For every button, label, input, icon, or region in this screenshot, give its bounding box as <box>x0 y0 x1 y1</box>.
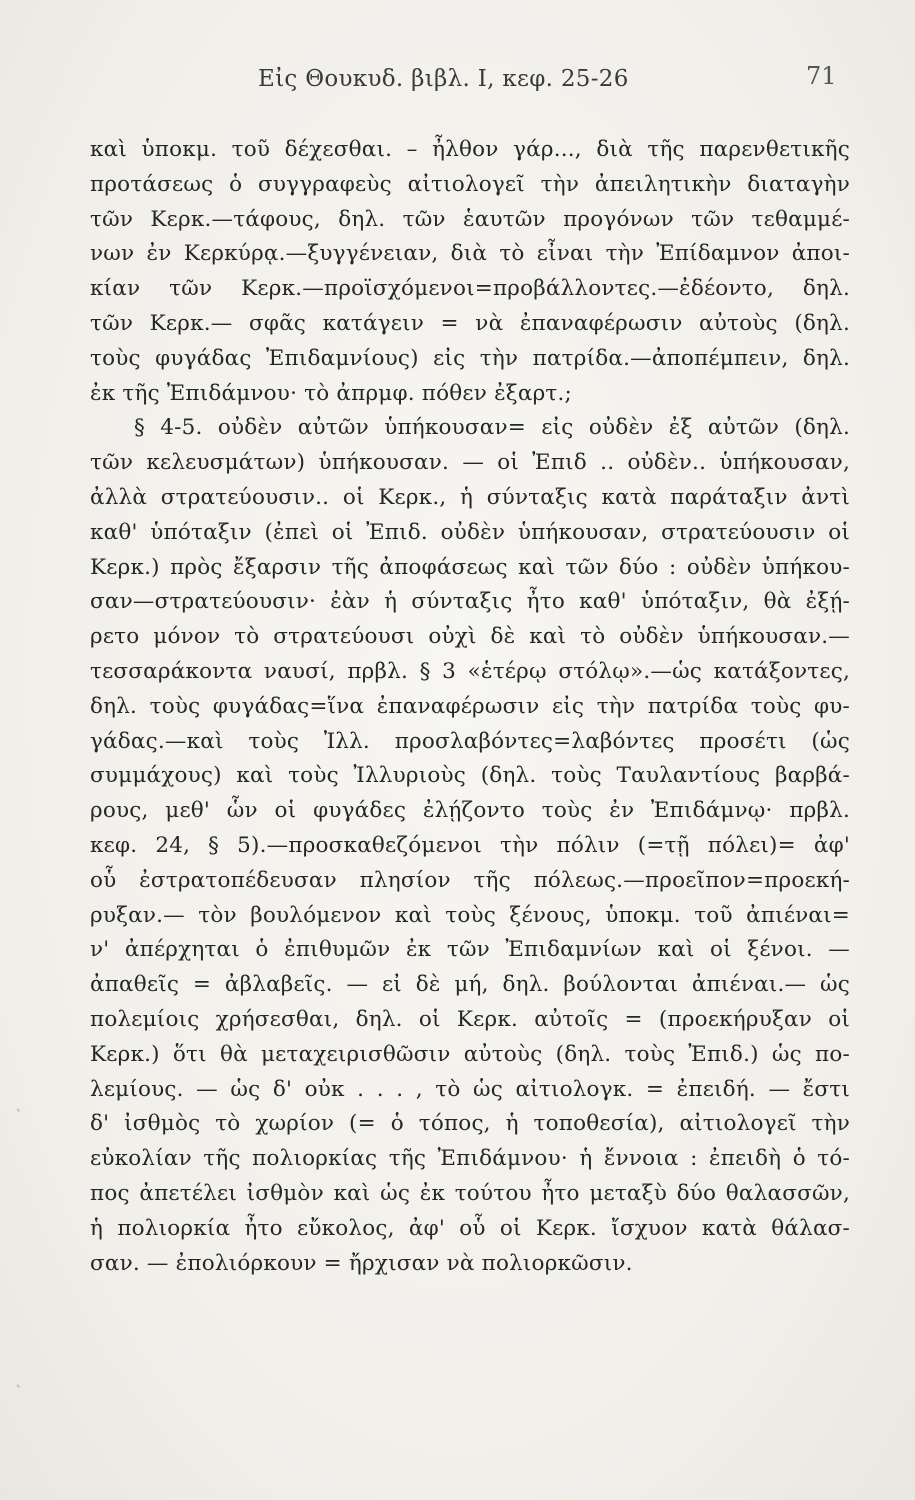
text-line: καὶ ὑποκμ. τοῦ δέχεσθαι. – ἦλθον γάρ..., διὰ τῆς παρενθετικῆς <box>90 137 850 162</box>
text-line: προτάσεως ὁ συγγραφεὺς αἰτιολογεῖ τὴν ἀπειλητικὴν διαταγὴν <box>90 171 850 197</box>
text-line: λεμίους. — ὡς δ' οὐκ . . . , τὸ ὡς αἰτιολογκ. = ἐπειδή. — ἔστι <box>90 1076 850 1102</box>
text-line: ρυξαν.— τὸν βουλόμενον καὶ τοὺς ξένους, ὑποκμ. τοῦ ἀπιέναι= <box>90 902 850 928</box>
text-line: καθ' ὑπόταξιν (ἐπεὶ οἱ Ἐπιδ. οὐδὲν ὑπήκουσαν, στρατεύουσιν οἱ <box>90 519 850 545</box>
text-line: τῶν Κερκ.—τάφους, δηλ. τῶν ἑαυτῶν προγόνων τῶν τεθαμμέ- <box>90 206 850 232</box>
commentary-text <box>90 133 850 1281</box>
page-number: 71 <box>806 62 837 90</box>
text-line: τοὺς φυγάδας Ἐπιδαμνίους) εἰς τὴν πατρίδα.—ἀποπέμπειν, δηλ. <box>90 345 850 371</box>
text-line: ἀλλὰ στρατεύουσιν.. οἱ Κερκ., ἡ σύνταξις κατὰ παράταξιν ἀντὶ <box>90 484 850 510</box>
running-head: Εἰς Θουκυδ. βιβλ. I, κεφ. 25-26 <box>258 66 629 92</box>
text-line: σαν. — ἐπολιόρκουν = ἤρχισαν νὰ πολιορκῶσιν. <box>90 1250 633 1276</box>
margin-speck: ˛ <box>14 1092 23 1113</box>
text-line: Κερκ.) ὅτι θὰ μεταχειρισθῶσιν αὐτοὺς (δηλ. τοὺς Ἐπιδ.) ὡς πο- <box>90 1041 850 1067</box>
text-line: εὐκολίαν τῆς πολιορκίας τῆς Ἐπιδάμνου· ἡ ἔννοια : ἐπειδὴ ὁ τό- <box>90 1146 850 1172</box>
text-line: δ' ἰσθμὸς τὸ χωρίον (= ὁ τόπος, ἡ τοποθεσία), αἰτιολογεῖ τὴν <box>90 1111 850 1137</box>
text-line: τεσσαράκοντα ναυσί, πρβλ. § 3 «ἑτέρῳ στόλῳ».—ὡς κατάξοντες, <box>90 658 850 684</box>
text-line: ρους, μεθ' ὧν οἱ φυγάδες ἐλῄζοντο τοὺς ἐν Ἐπιδάμνῳ· πρβλ. <box>90 798 850 824</box>
page-header <box>0 62 915 106</box>
text-line: πος ἀπετέλει ἰσθμὸν καὶ ὡς ἐκ τούτου ἦτο μεταξὺ δύο θαλασσῶν, <box>90 1180 850 1206</box>
text-line: σαν—στρατεύουσιν· ἐὰν ἡ σύνταξις ἦτο καθ' ὑπόταξιν, θὰ ἐξῄ- <box>90 589 850 615</box>
paragraph-start-line: § 4-5. οὐδὲν αὐτῶν ὑπήκουσαν= εἰς οὐδὲν ἐξ αὐτῶν (δηλ. <box>134 415 850 441</box>
text-line: ἀπαθεῖς = ἀβλαβεῖς. — εἰ δὲ μή, δηλ. βούλονται ἀπιέναι.— ὡς <box>90 972 850 998</box>
text-line: ν' ἀπέρχηται ὁ ἐπιθυμῶν ἐκ τῶν Ἐπιδαμνίων καὶ οἱ ξένοι. — <box>90 937 850 963</box>
margin-speck: ˛ <box>14 1368 23 1389</box>
text-line: κεφ. 24, § 5).—προσκαθεζόμενοι τὴν πόλιν (=τῇ πόλει)= ἀφ' <box>90 832 850 858</box>
text-line: Κερκ.) πρὸς ἔξαρσιν τῆς ἀποφάσεως καὶ τῶν δύο : οὐδὲν ὑπήκου- <box>90 554 850 580</box>
text-line: συμμάχους) καὶ τοὺς Ἰλλυριοὺς (δηλ. τοὺς Ταυλαντίους βαρβά- <box>90 763 850 789</box>
text-line: ρετο μόνον τὸ στρατεύουσι οὐχὶ δὲ καὶ τὸ οὐδὲν ὑπήκουσαν.— <box>90 624 850 650</box>
text-line: γάδας.—καὶ τοὺς Ἰλλ. προσλαβόντες=λαβόντες προσέτι (ὡς <box>90 728 850 754</box>
text-line: οὗ ἐστρατοπέδευσαν πλησίον τῆς πόλεως.—προεῖπον=προεκή- <box>90 867 850 893</box>
text-line: νων ἐν Κερκύρᾳ.—ξυγγένειαν, διὰ τὸ εἶναι τὴν Ἐπίδαμνον ἀποι- <box>90 241 850 267</box>
text-line: πολεμίοις χρήσεσθαι, δηλ. οἱ Κερκ. αὐτοῖς = (προεκήρυξαν οἱ <box>90 1006 850 1032</box>
text-line: κίαν τῶν Κερκ.—προϊσχόμενοι=προβάλλοντες.—ἐδέοντο, δηλ. <box>90 276 850 302</box>
text-line: ἐκ τῆς Ἐπιδάμνου· τὸ ἀπρμφ. πόθεν ἐξαρτ.; <box>90 380 572 406</box>
text-line: ἡ πολιορκία ἦτο εὔκολος, ἀφ' οὗ οἱ Κερκ. ἴσχυον κατὰ θάλασ- <box>90 1215 850 1241</box>
text-line: τῶν κελευσμάτων) ὑπήκουσαν. — οἱ Ἐπιδ .. οὐδὲν.. ὑπήκουσαν, <box>90 450 850 476</box>
text-line: δηλ. τοὺς φυγάδας=ἵνα ἐπαναφέρωσιν εἰς τὴν πατρίδα τοὺς φυ- <box>90 693 850 719</box>
text-line: τῶν Κερκ.— σφᾶς κατάγειν = νὰ ἐπαναφέρωσιν αὐτοὺς (δηλ. <box>90 310 850 336</box>
